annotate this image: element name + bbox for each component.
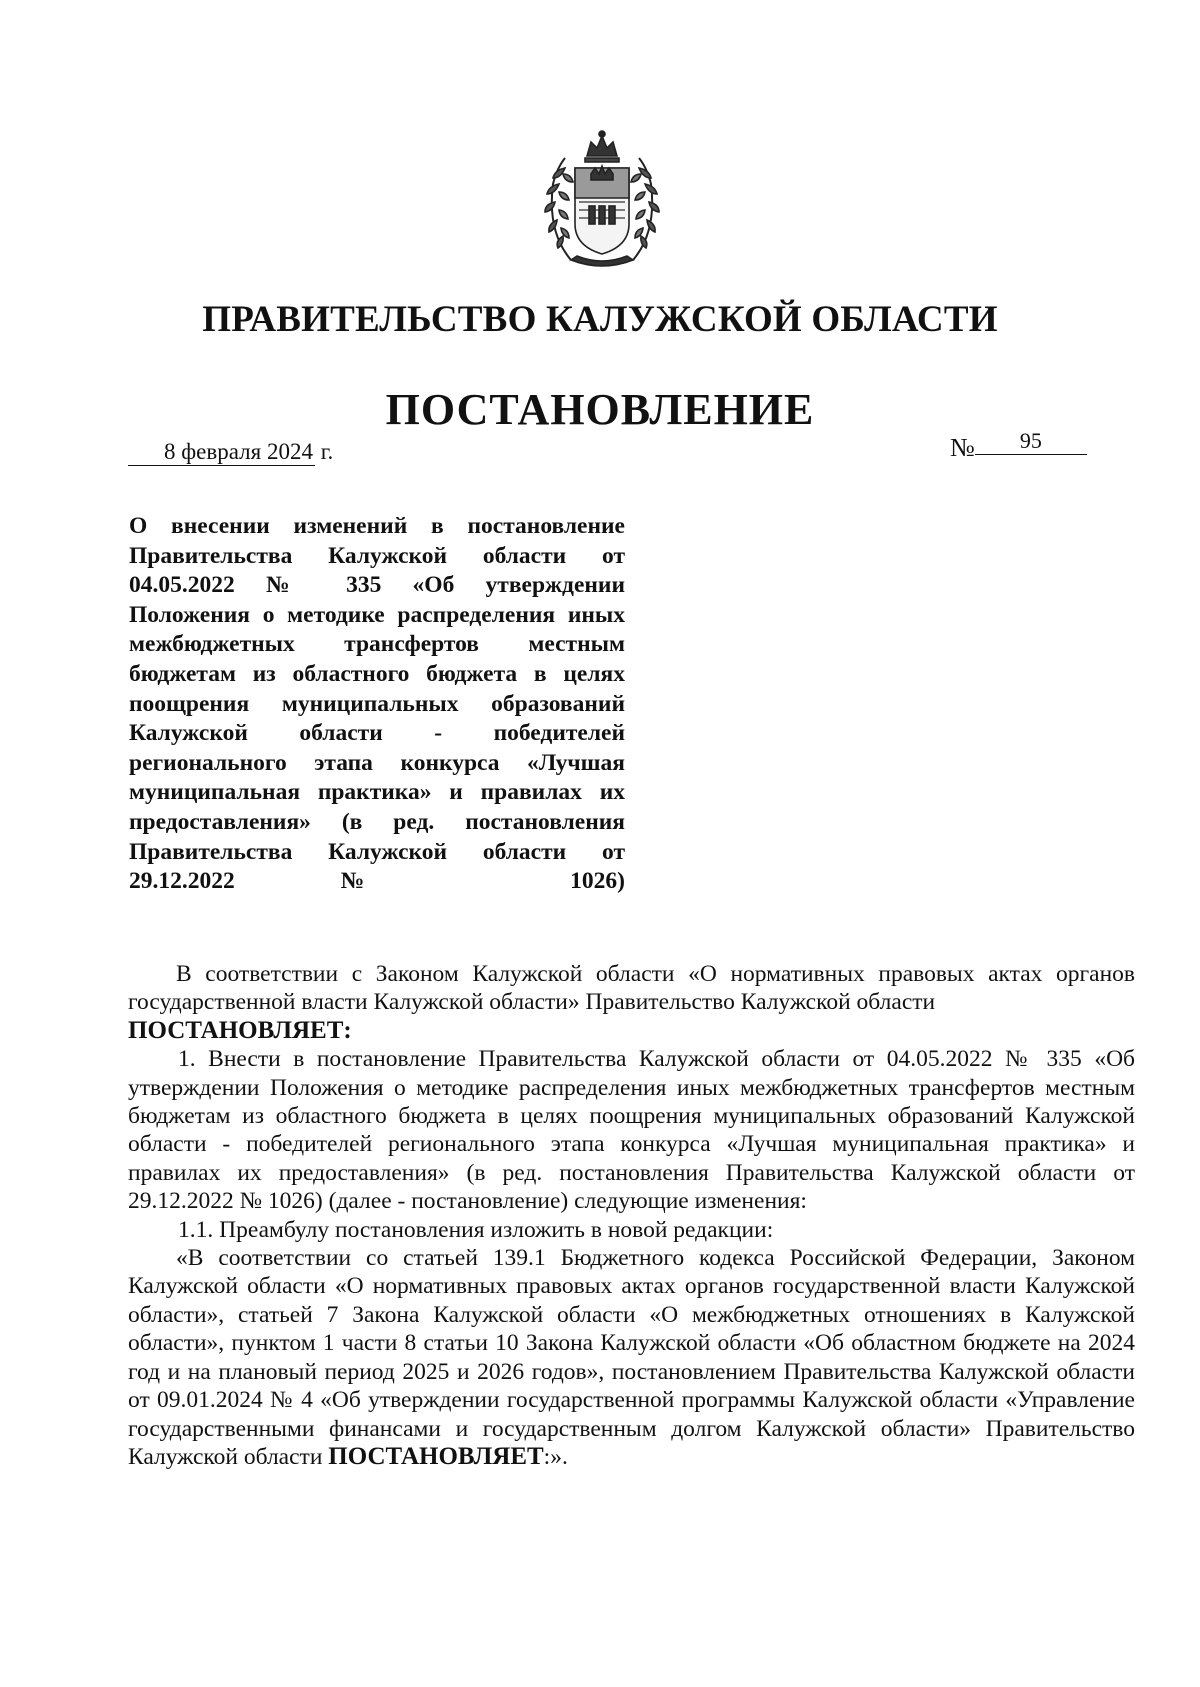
coat-of-arms-icon: [535, 128, 669, 272]
resolves-word: ПОСТАНОВЛЯЕТ:: [128, 1016, 352, 1044]
document-type-title: ПОСТАНОВЛЕНИЕ: [385, 385, 815, 434]
item-1-1-paragraph: 1.1. Преамбулу постановления изложить в новой редакции:: [178, 1216, 774, 1243]
document-number: [950, 428, 1087, 463]
date-suffix: г.: [320, 439, 334, 464]
resolves-paragraph: [128, 1017, 1135, 1045]
quote-end: :».: [543, 1443, 568, 1470]
document-date: [128, 439, 333, 466]
quote-text: «В соответствии со статьей 139.1 Бюджетного кодекса Российской Федерации, Законом Калужской области «О нормативных правовых актах органов государственной власти Калужской области», статьей 7 Закона Калужской области «О межбюджетных отношениях в Калужской области», пунктом 1 части 8 статьи 10 Закона Калужской области «Об областном бюджете на 2024 год и на плановый период 2025 и 2026 годов», постановлением Правительства Калужской области от 09.01.2024 № 4 «Об утверждении государственной программы Калужской области «Управление государственными финансами и государственным долгом Калужской области» Правительство Калужской области: [128, 1245, 1135, 1470]
preamble-paragraph: [128, 960, 1135, 1017]
document-body: [128, 960, 1135, 1471]
number-label: №: [950, 433, 975, 462]
number-value: 95: [975, 428, 1087, 455]
quote-resolves-word: ПОСТАНОВЛЯЕТ: [328, 1442, 544, 1470]
item-1-paragraph: 1. Внести в постановление Правительства Калужской области от 04.05.2022 № 335 «Об утверждении Положения о методике распределения иных межбюджетных трансфертов местным бюджетам из областного бюджета в целях поощрения муниципальных образований Калужской области - победителей регионального этапа конкурса «Лучшая муниципальная практика» и правилах их предоставления» (в ред. постановления Правительства Калужской области от 29.12.2022 № 1026) (далее - постановление) следующие изменения:: [128, 1046, 1135, 1215]
authority-title: ПРАВИТЕЛЬСТВО КАЛУЖСКОЙ ОБЛАСТИ: [202, 299, 998, 340]
document-subject: О внесении изменений в постановление Правительства Калужской области от 04.05.2022 № 335 «Об утверждении Положения о методике распределения иных межбюджетных трансфертов местным бюджетам из областного бюджета в целях поощрения муниципальных образований Калужской области - победителей регионального этапа конкурса «Лучшая муниципальная практика» и правилах их предоставления» (в ред. постановления Правительства Калужской области от 29.12.2022 № 1026): [129, 513, 625, 895]
preamble-text: В соответствии с Законом Калужской области «О нормативных правовых актах органов государственной власти Калужской области» Правительство Калужской области: [128, 961, 1135, 1016]
date-value: 8 февраля 2024: [128, 439, 315, 466]
quote-paragraph: [128, 1244, 1135, 1471]
